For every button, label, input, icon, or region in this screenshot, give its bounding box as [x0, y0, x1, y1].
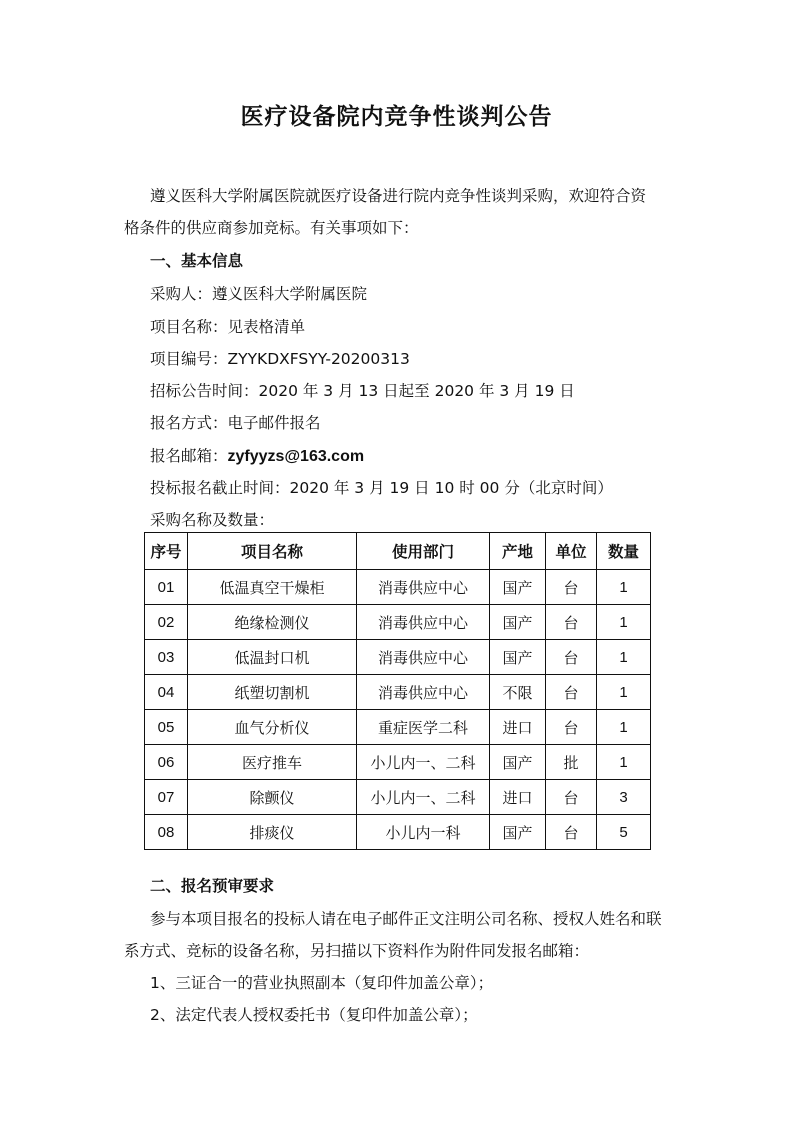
header-item-name: 项目名称: [188, 533, 357, 570]
requirement-item-2: 2、法定代表人授权委托书（复印件加盖公章）；: [150, 1006, 478, 1024]
cell-unit: 台: [546, 605, 597, 640]
header-quantity: 数量: [597, 533, 651, 570]
cell-unit: 台: [546, 780, 597, 815]
cell-quantity: 1: [597, 745, 651, 780]
cell-item-name: 除颤仪: [188, 780, 357, 815]
cell-department: 消毒供应中心: [357, 570, 490, 605]
cell-origin: 国产: [490, 605, 546, 640]
cell-origin: 国产: [490, 745, 546, 780]
table-row: [145, 675, 651, 710]
signup-method-line: 报名方式：电子邮件报名: [150, 414, 321, 432]
table-row: [145, 745, 651, 780]
cell-department: 小儿内一科: [357, 815, 490, 850]
email-address-link[interactable]: zyfyyzs@163.com: [227, 448, 365, 465]
requirement-item-1: 1、三证合一的营业执照副本（复印件加盖公章）；: [150, 974, 494, 992]
cell-unit: 台: [546, 570, 597, 605]
cell-origin: 国产: [490, 570, 546, 605]
cell-quantity: 5: [597, 815, 651, 850]
cell-unit: 台: [546, 640, 597, 675]
cell-seq: 02: [145, 605, 188, 640]
cell-seq: 01: [145, 570, 188, 605]
intro-line-2: 格条件的供应商参加竞标。有关事项如下：: [124, 219, 419, 237]
table-row: [145, 710, 651, 745]
cell-seq: 06: [145, 745, 188, 780]
cell-quantity: 1: [597, 570, 651, 605]
cell-department: 消毒供应中心: [357, 640, 490, 675]
cell-quantity: 1: [597, 675, 651, 710]
cell-item-name: 低温真空干燥柜: [188, 570, 357, 605]
cell-quantity: 1: [597, 605, 651, 640]
cell-department: 消毒供应中心: [357, 605, 490, 640]
cell-unit: 台: [546, 815, 597, 850]
cell-department: 重症医学二科: [357, 710, 490, 745]
cell-origin: 国产: [490, 815, 546, 850]
section-2-heading: 二、报名预审要求: [150, 877, 275, 895]
cell-origin: 不限: [490, 675, 546, 710]
cell-origin: 国产: [490, 640, 546, 675]
cell-origin: 进口: [490, 780, 546, 815]
requirement-para-line-2: 系方式、竞标的设备名称，另扫描以下资料作为附件同发报名邮箱：: [124, 942, 590, 960]
intro-line-1: 遵义医科大学附属医院就医疗设备进行院内竞争性谈判采购，欢迎符合资: [150, 187, 647, 205]
table-row: [145, 640, 651, 675]
cell-item-name: 绝缘检测仪: [188, 605, 357, 640]
header-unit: 单位: [546, 533, 597, 570]
cell-seq: 08: [145, 815, 188, 850]
cell-unit: 批: [546, 745, 597, 780]
cell-quantity: 1: [597, 640, 651, 675]
cell-seq: 05: [145, 710, 188, 745]
cell-department: 消毒供应中心: [357, 675, 490, 710]
cell-quantity: 3: [597, 780, 651, 815]
table-header-row: [145, 533, 651, 570]
cell-origin: 进口: [490, 710, 546, 745]
cell-unit: 台: [546, 710, 597, 745]
table-row: [145, 605, 651, 640]
table-caption: 采购名称及数量：: [150, 511, 275, 529]
header-department: 使用部门: [357, 533, 490, 570]
cell-department: 小儿内一、二科: [357, 745, 490, 780]
document-title: 医疗设备院内竞争性谈判公告: [240, 104, 553, 130]
table-row: [145, 570, 651, 605]
procurement-table: [144, 532, 651, 850]
cell-item-name: 排痰仪: [188, 815, 357, 850]
cell-item-name: 血气分析仪: [188, 710, 357, 745]
project-name-line: 项目名称：见表格清单: [150, 318, 306, 336]
requirement-para-line-1: 参与本项目报名的投标人请在电子邮件正文注明公司名称、授权人姓名和联: [150, 910, 662, 928]
table-row: [145, 815, 651, 850]
section-1-heading: 一、基本信息: [150, 252, 244, 270]
cell-item-name: 纸塑切割机: [188, 675, 357, 710]
signup-email-line: [150, 446, 364, 467]
cell-item-name: 低温封口机: [188, 640, 357, 675]
table-row: [145, 780, 651, 815]
deadline-line: 投标报名截止时间：2020 年 3 月 19 日 10 时 00 分（北京时间）: [150, 479, 613, 497]
cell-unit: 台: [546, 675, 597, 710]
header-seq: 序号: [145, 533, 188, 570]
cell-item-name: 医疗推车: [188, 745, 357, 780]
project-number-line: 项目编号：ZYYKDXFSYY-20200313: [150, 350, 410, 368]
cell-department: 小儿内一、二科: [357, 780, 490, 815]
cell-seq: 03: [145, 640, 188, 675]
header-origin: 产地: [490, 533, 546, 570]
email-label: 报名邮箱：: [150, 447, 228, 465]
cell-quantity: 1: [597, 710, 651, 745]
notice-time-line: 招标公告时间：2020 年 3 月 13 日起至 2020 年 3 月 19 日: [150, 382, 575, 400]
cell-seq: 07: [145, 780, 188, 815]
cell-seq: 04: [145, 675, 188, 710]
buyer-line: 采购人：遵义医科大学附属医院: [150, 285, 368, 303]
